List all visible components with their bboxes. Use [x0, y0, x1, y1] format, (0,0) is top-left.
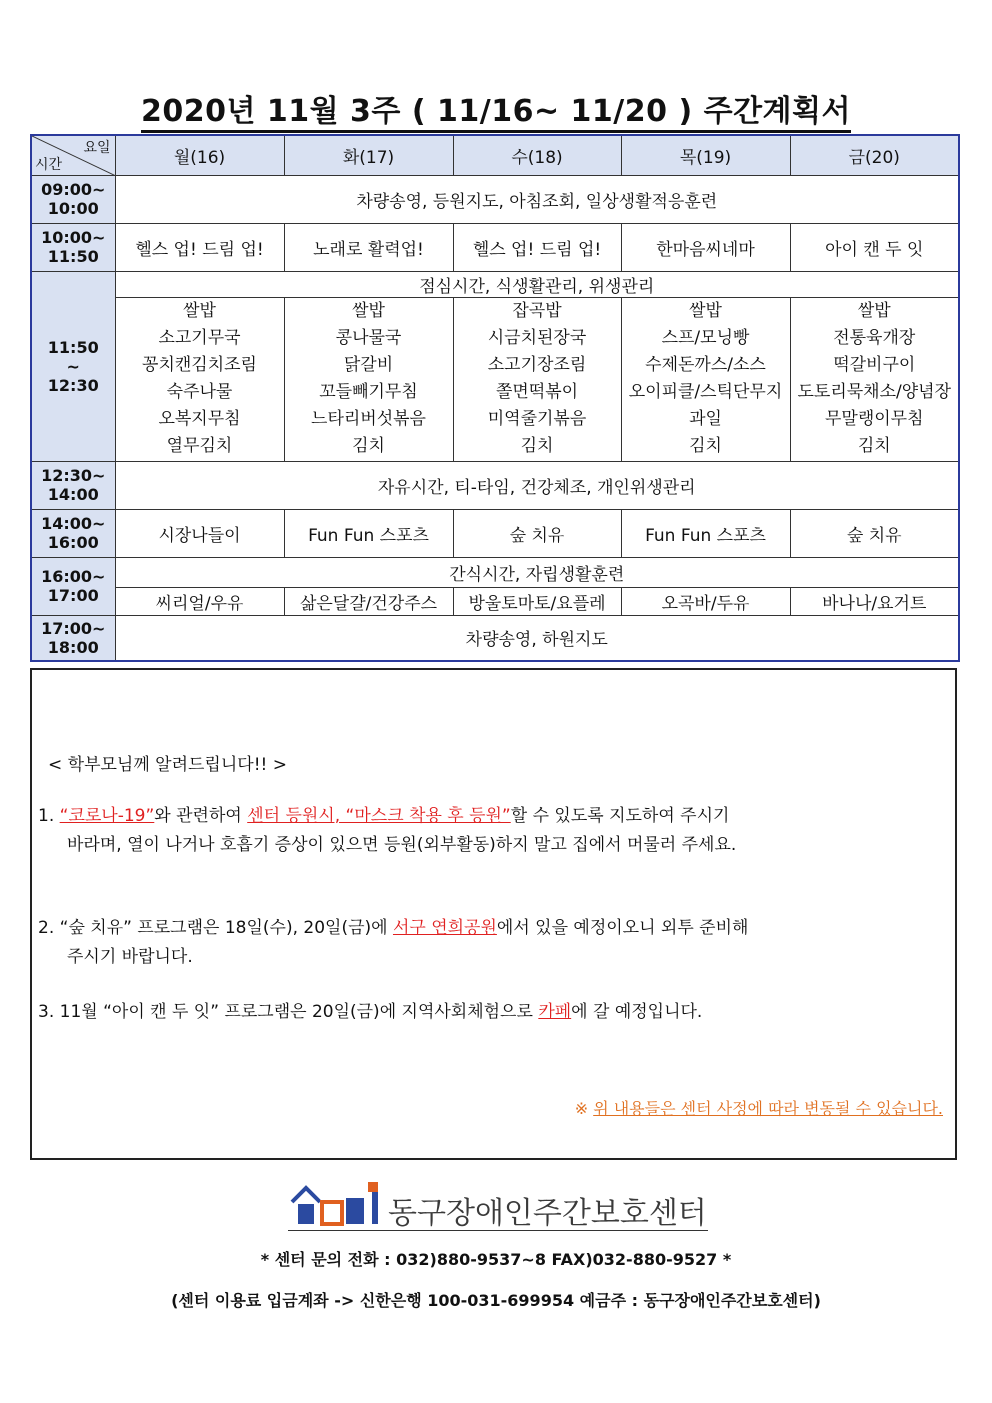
menu-cell-mon: 쌀밥 소고기무국 꽁치캔김치조림 숙주나물 오복지무침 열무김치: [115, 297, 284, 461]
program-cell: Fun Fun 스포츠: [284, 509, 453, 557]
time-cell: 14:00~ 16:00: [31, 509, 115, 557]
contact-info: * 센터 문의 전화 : 032)880-9537~8 FAX)032-880-9527 *: [260, 1250, 732, 1269]
table-header-row: [31, 135, 959, 175]
time-cell: 16:00~ 17:00: [31, 557, 115, 615]
notice-item-2: 2. “숲 치유” 프로그램은 18일(수), 20일(금)에 서구 연희공원에서 있을 예정이오니 외투 준비해 주시기 바랍니다.: [38, 918, 749, 967]
program-cell: 시장나들이: [115, 509, 284, 557]
menu-cell-wed: 잡곡밥 시금치된장국 소고기장조림 쫄면떡볶이 미역줄기볶음 김치: [453, 297, 621, 461]
menu-cell-thu: 쌀밥 스프/모닝빵 수제돈까스/소스 오이피클/스틱단무지 과일 김치: [621, 297, 790, 461]
activity-cell: 차량송영, 등원지도, 아침조회, 일상생활적응훈련: [115, 175, 959, 223]
notice-footnote: ※ 위 내용들은 센터 사정에 따라 변동될 수 있습니다.: [574, 1099, 943, 1118]
page-title: 2020년 11월 3주 ( 11/16~ 11/20 ) 주간계획서: [0, 86, 992, 130]
menu-cell-fri: 쌀밥 전통육개장 떡갈비구이 도토리묵채소/양념장 무말랭이무침 김치: [790, 297, 959, 461]
table-row: [31, 175, 959, 223]
lunch-header-cell: 점심시간, 식생활관리, 위생관리: [115, 271, 959, 297]
program-cell: 한마음씨네마: [621, 223, 790, 271]
snack-cell: 오곡바/두유: [621, 587, 790, 615]
table-row: [31, 557, 959, 587]
program-cell: 숲 치유: [790, 509, 959, 557]
corner-day-label: 요일: [83, 140, 111, 156]
notice-box: [30, 668, 957, 1160]
day-header-mon: 월(16): [115, 135, 284, 175]
table-row: [31, 223, 959, 271]
corner-time-label: 시간: [35, 156, 63, 173]
day-header-thu: 목(19): [621, 135, 790, 175]
time-cell: 11:50 ~ 12:30: [31, 271, 115, 461]
time-cell: 09:00~ 10:00: [31, 175, 115, 223]
time-cell: 12:30~ 14:00: [31, 461, 115, 509]
menu-cell-tue: 쌀밥 콩나물국 닭갈비 꼬들빼기무침 느타리버섯볶음 김치: [284, 297, 453, 461]
account-info: (센터 이용료 입금계좌 -> 신한은행 100-031-699954 예금주 : 동구장애인주간보호센터): [171, 1291, 821, 1310]
day-header-tue: 화(17): [284, 135, 453, 175]
center-logo: [288, 1180, 708, 1234]
table-row: [31, 271, 959, 297]
weekly-schedule-table: [30, 134, 960, 662]
snack-cell: 바나나/요거트: [790, 587, 959, 615]
program-cell: Fun Fun 스포츠: [621, 509, 790, 557]
logo-underline: [288, 1230, 708, 1231]
program-cell: 아이 캔 두 잇: [790, 223, 959, 271]
program-cell: 헬스 업! 드림 업!: [115, 223, 284, 271]
time-cell: 10:00~ 11:50: [31, 223, 115, 271]
time-cell: 17:00~ 18:00: [31, 615, 115, 661]
table-row: [31, 461, 959, 509]
program-cell: 숲 치유: [453, 509, 621, 557]
house-logo-icon: [288, 1180, 383, 1228]
program-cell: 노래로 활력업!: [284, 223, 453, 271]
day-header-fri: 금(20): [790, 135, 959, 175]
table-row: [31, 587, 959, 615]
snack-header-cell: 간식시간, 자립생활훈련: [115, 557, 959, 587]
program-cell: 헬스 업! 드림 업!: [453, 223, 621, 271]
snack-cell: 씨리얼/우유: [115, 587, 284, 615]
activity-cell: 차량송영, 하원지도: [115, 615, 959, 661]
activity-cell: 자유시간, 티-타임, 건강체조, 개인위생관리: [115, 461, 959, 509]
table-row: [31, 615, 959, 661]
notice-heading: < 학부모님께 알려드립니다!! >: [48, 755, 287, 775]
snack-cell: 삶은달걀/건강주스: [284, 587, 453, 615]
day-header-wed: 수(18): [453, 135, 621, 175]
center-name: 동구장애인주간보호센터: [388, 1196, 707, 1231]
table-row: [31, 509, 959, 557]
notice-item-1: 1. “코로나-19”와 관련하여 센터 등원시, “마스크 착용 후 등원”할 수 있도록 지도하여 주시기 바라며, 열이 나거나 호흡기 증상이 있으면 등원(외부활동)하지 말고 집에서 머물러 주세요.: [38, 806, 737, 855]
corner-cell: [31, 135, 115, 175]
notice-item-3: 3. 11월 “아이 캔 두 잇” 프로그램은 20일(금)에 지역사회체험으로 카페에 갈 예정입니다.: [38, 1002, 703, 1022]
table-row: [31, 297, 959, 461]
snack-cell: 방울토마토/요플레: [453, 587, 621, 615]
